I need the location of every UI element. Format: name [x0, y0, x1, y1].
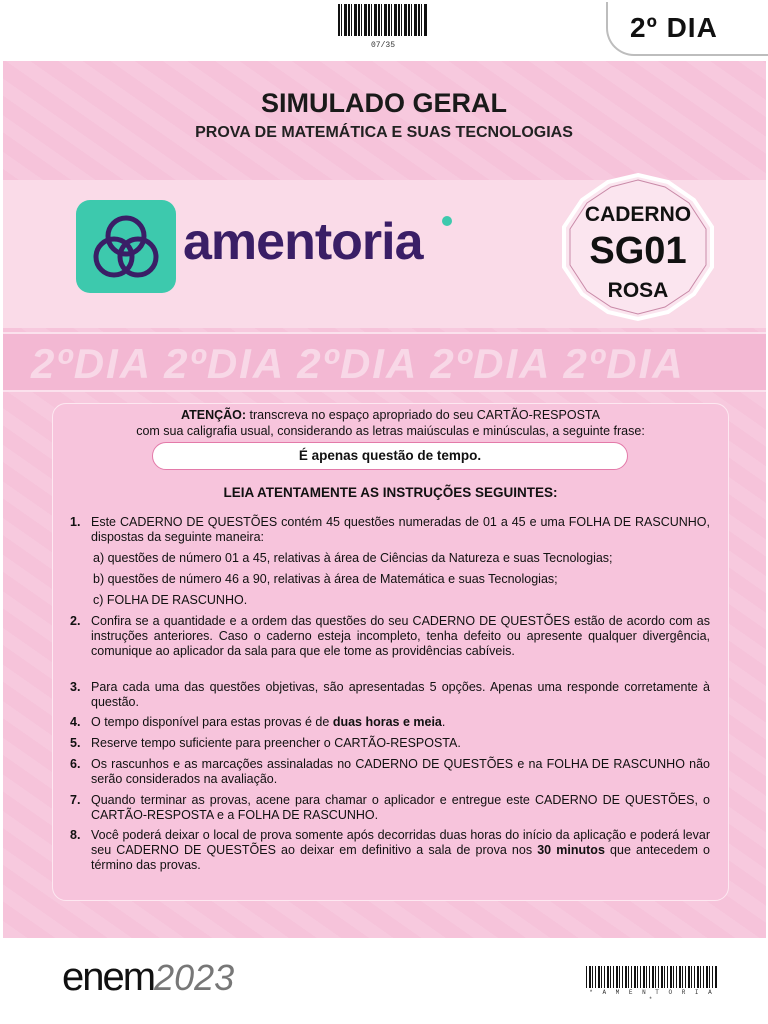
instruction-item	[70, 736, 710, 751]
day-tab-label: 2º DIA	[630, 12, 718, 43]
badge-line-code: SG01	[589, 230, 687, 272]
instruction-bold: 30 minutos	[537, 842, 605, 857]
exam-name: enem	[62, 955, 155, 999]
brand-dot-icon	[442, 216, 452, 226]
instructions-heading: LEIA ATENTAMENTE AS INSTRUÇÕES SEGUINTES:	[223, 485, 558, 500]
instruction-item	[70, 614, 710, 658]
instruction-text: O tempo disponível para estas provas é de	[91, 715, 333, 729]
attention-text	[60, 407, 721, 439]
instruction-text-end: .	[441, 715, 446, 729]
amentoria-logo-icon	[76, 200, 176, 293]
page-code: 07/35	[370, 41, 395, 50]
instruction-text: Este CADERNO DE QUESTÕES contém 45 questões numeradas de 01 a 45 e uma FOLHA DE RASCUNHO, dispostas da seguinte maneira:	[91, 515, 710, 544]
instruction-text: Quando terminar as provas, acene para chamar o aplicador e entregue este CADERNO DE QUESTÕES, o CARTÃO-RESPOSTA e a FOLHA DE RASCUNHO.	[91, 793, 710, 822]
instruction-number: 1.	[70, 515, 81, 529]
instruction-item	[70, 515, 710, 545]
barcode-caption: * A M E N T O R I A *	[589, 989, 715, 1003]
instruction-number: 6.	[70, 757, 81, 771]
instruction-item	[70, 793, 710, 823]
instruction-number: 2.	[70, 614, 81, 628]
instruction-text: Os rascunhos e as marcações assinaladas no CADERNO DE QUESTÕES e na FOLHA DE RASCUNHO não serão considerados na avaliação.	[91, 757, 710, 786]
day-watermark: 2ºDIA 2ºDIA 2ºDIA 2ºDIA 2ºDIA	[31, 340, 685, 387]
page-title: SIMULADO GERAL	[261, 88, 507, 118]
enem-logo	[62, 955, 234, 1000]
instruction-text: Você poderá deixar o local de prova somente após decorridas duas horas do início da aplicação e poderá levar seu CADERNO DE QUESTÕES ao deixar em definitivo a sala de prova nos	[91, 828, 710, 857]
badge-line-caderno: CADERNO	[584, 203, 692, 226]
bottom-barcode	[586, 966, 718, 988]
instruction-number: 5.	[70, 736, 81, 750]
sub-item: c) FOLHA DE RASCUNHO.	[93, 593, 248, 607]
instruction-item	[70, 757, 710, 787]
instruction-item	[70, 680, 710, 710]
brand-name: amentoria	[183, 213, 423, 271]
instruction-number: 7.	[70, 793, 81, 807]
instruction-bold: duas horas e meia	[332, 715, 442, 729]
top-barcode	[338, 4, 428, 38]
instruction-item	[70, 828, 710, 872]
instruction-text: Para cada uma das questões objetivas, são apresentadas 5 opções. Apenas uma responde corretamente à questão.	[91, 680, 710, 709]
attention-line2: com sua caligrafia usual, considerando as letras maiúsculas e minúsculas, a seguinte frase:	[136, 424, 645, 438]
exam-year: 2023	[154, 957, 235, 998]
sub-item: b) questões de número 46 a 90, relativas à área de Matemática e suas Tecnologias;	[93, 572, 558, 586]
instruction-number: 4.	[70, 715, 81, 729]
page-subtitle: PROVA DE MATEMÁTICA E SUAS TECNOLOGIAS	[195, 124, 573, 141]
badge-line-color: ROSA	[607, 279, 669, 302]
instruction-number: 3.	[70, 680, 81, 694]
instruction-text-end: que antecedem o término das provas.	[91, 842, 710, 872]
attention-label: ATENÇÃO:	[181, 408, 247, 422]
instruction-text: Reserve tempo suficiente para preencher o CARTÃO-RESPOSTA.	[91, 736, 461, 750]
instruction-text: Confira se a quantidade e a ordem das questões do seu CADERNO DE QUESTÕES estão de acordo com as instruções anteriores. Caso o caderno esteja incompleto, tenha defeito ou apresente qualquer divergência, comunique ao aplicador da sala para que ele tome as providências cabíveis.	[91, 614, 710, 658]
day-watermark-band	[3, 332, 766, 392]
instruction-number: 8.	[70, 828, 81, 842]
attention-line1: transcreva no espaço apropriado do seu CARTÃO-RESPOSTA	[246, 408, 600, 422]
instruction-item	[70, 715, 710, 730]
transcription-phrase: É apenas questão de tempo.	[298, 448, 482, 463]
sub-item: a) questões de número 01 a 45, relativas à área de Ciências da Natureza e suas Tecnologias;	[93, 551, 613, 565]
